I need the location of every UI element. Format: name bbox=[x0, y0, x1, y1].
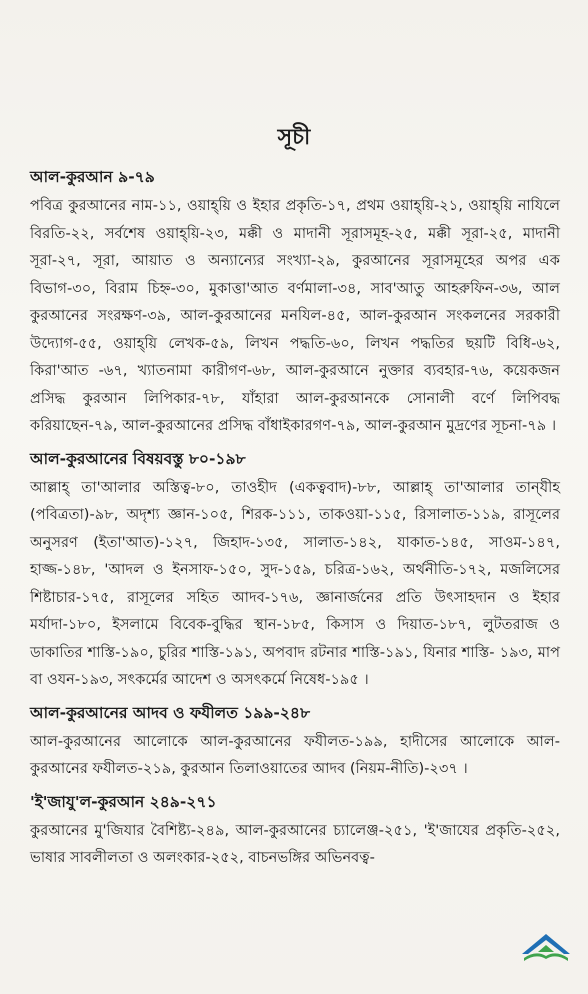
section-heading: আল-কুরআনের বিষয়বস্তু ৮০-১৯৮ bbox=[30, 449, 246, 468]
section-text: পবিত্র কুরআনের নাম-১১, ওয়াহ্‌য়ি ও ইহার প্রকৃতি-১৭, প্রথম ওয়াহ্‌য়ি-২১, ওয়াহ্‌য়ি নাযিলে বিরতি-২২, সর্বশেষ ওয়াহ্‌য়ি-২৩, মক্কী ও মাদানী সূরাসমূহ-২৫, মক্কী সূরা-২৫, মাদানী সূরা-২৭, সূরা, আয়াত ও অন্যান্যের সংখ্যা-২৯, কুরআনের সূরাসমূহের অপর এক বিভাগ-৩০, বিরাম চিহ্ন-৩০, মুকাত্তা'আত বর্ণমালা-৩৪, সাব'আতু আহরুফিন-৩৬, আল কুরআনের সংরক্ষণ-৩৯, আল-কুরআনের মনযিল-৪৫, আল-কুরআন সংকলনের সরকারী উদ্যোগ-৫৫, ওয়াহ্‌য়ি লেখক-৫৯, লিখন পদ্ধতি-৬০, লিখন পদ্ধতির ছয়টি বিধি-৬২, কিরা'আত -৬৭, খ্যাতনামা কারীগণ-৬৮, আল-কুরআনে নুক্তার ব্যবহার-৭৬, কয়েকজন প্রসিদ্ধ কুরআন লিপিকার-৭৮, যাঁহারা আল-কুরআনকে সোনালী বর্ণে লিপিবদ্ধ করিয়াছেন-৭৯, আল-কুরআনের প্রসিদ্ধ বাঁধাইকারগণ-৭৯, আল-কুরআন মুদ্রণের সূচনা-৭৯ । bbox=[30, 197, 560, 434]
section-heading: 'ই'জাযু'ল-কুরআন ২৪৯-২৭১ bbox=[30, 792, 217, 811]
toc-section bbox=[30, 446, 560, 694]
toc-content bbox=[30, 162, 560, 878]
page-title: সূচী bbox=[277, 125, 311, 150]
section-heading: আল-কুরআন ৯-৭৯ bbox=[30, 168, 155, 186]
toc-section bbox=[30, 700, 560, 783]
section-text: আল-কুরআনের আলোকে আল-কুরআনের ফযীলত-১৯৯, হাদীসের আলোকে আল-কুরআনের ফযীলত-২১৯, কুরআন তিলাওয়াতের আদব (নিয়ম-নীতি)-২৩৭ । bbox=[30, 732, 560, 777]
section-text: আল্লাহ্ তা'আলার অস্তিত্ব-৮০, তাওহীদ (একত্ববাদ)-৮৮, আল্লাহ্ তা'আলার তান্‌যীহ (পবিত্রতা)-৯৮, অদৃশ্য জ্ঞান-১০৫, শিরক-১১১, তাকওয়া-১১৫, রিসালাত-১১৯, রাসূলের অনুসরণ (ইতা'আত)-১২৭, জিহাদ-১৩৫, সালাত-১৪২, যাকাত-১৪৫, সাওম-১৪৭, হাজ্জ-১৪৮, 'আদল ও ইনসাফ-১৫০, সুদ-১৫৯, চরিত্র-১৬২, অর্থনীতি-১৭২, মজলিসের শিষ্টাচার-১৭৫, রাসূলের সহিত আদব-১৭৬, জ্ঞানার্জনের প্রতি উৎসাহদান ও ইহার মর্যাদা-১৮০, ইসলামে বিবেক-বুদ্ধির স্থান-১৮৫, কিসাস ও দিয়াত-১৮৭, লুটতরাজ ও ডাকাতির শাস্তি-১৯০, চুরির শাস্তি-১৯১, অপবাদ রটনার শাস্তি-১৯১, যিনার শাস্তি- ১৯৩, মাপ বা ওযন-১৯৩, সৎকর্মের আদেশ ও অসৎকর্মে নিষেধ-১৯৫ । bbox=[30, 478, 560, 688]
section-text: কুরআনের মু'জিযার বৈশিষ্ট্য-২৪৯, আল-কুরআনের চ্যালেঞ্জ-২৫১, 'ই'জাযের প্রকৃতি-২৫২, ভাষার সাবলীলতা ও অলংকার-২৫২, বাচনভঙ্গির অভিনবত্ব- bbox=[30, 821, 560, 866]
book-logo-icon bbox=[514, 924, 578, 964]
toc-section bbox=[30, 789, 560, 872]
toc-section bbox=[30, 164, 560, 440]
section-heading: আল-কুরআনের আদব ও ফযীলত ১৯৯-২৪৮ bbox=[30, 703, 311, 722]
